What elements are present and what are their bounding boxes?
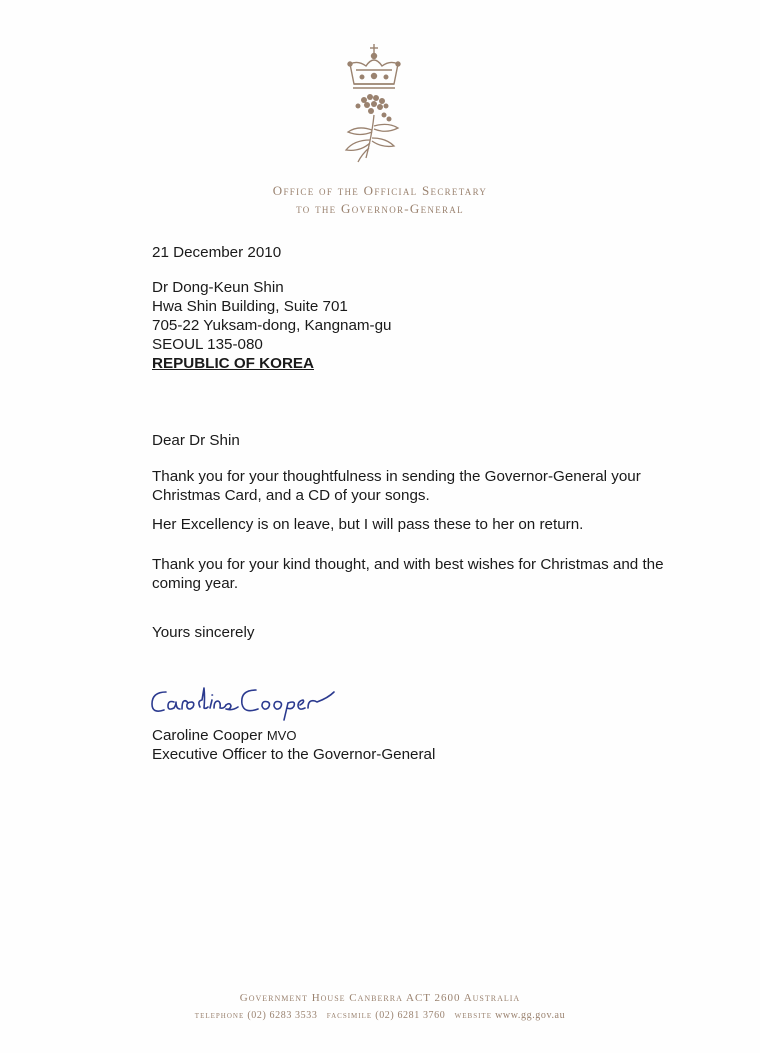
footer-contact — [0, 1010, 760, 1021]
address-line: 705-22 Yuksam-dong, Kangnam-gu — [152, 317, 392, 334]
recipient-address — [152, 278, 392, 373]
signer-postnominal: MVO — [266, 728, 297, 743]
website-url: www.gg.gov.au — [495, 1010, 566, 1021]
website-label: website — [454, 1010, 492, 1021]
salutation: Dear Dr Shin — [152, 432, 240, 449]
facsimile-label: facsimile — [326, 1010, 373, 1021]
telephone-number: (02) 6283 3533 — [247, 1010, 318, 1021]
handwritten-signature — [148, 678, 358, 722]
telephone-label: telephone — [194, 1010, 245, 1021]
paragraph: Thank you for your thoughtfulness in sending the Governor-General your Christmas Card, and a CD of your songs. — [152, 468, 641, 504]
address-country: REPUBLIC OF KOREA — [152, 355, 315, 372]
signer-title: Executive Officer to the Governor-General — [152, 746, 436, 763]
letterhead-office-line-1: Office of the Official Secretary — [272, 183, 488, 198]
address-line: SEOUL 135-080 — [152, 336, 263, 353]
address-line: Dr Dong-Keun Shin — [152, 279, 284, 296]
paragraph: Her Excellency is on leave, but I will pass these to her on return. — [152, 516, 584, 533]
crown-and-wattle-crest-icon — [336, 40, 412, 165]
facsimile-number: (02) 6281 3760 — [375, 1010, 446, 1021]
closing: Yours sincerely — [152, 624, 255, 641]
letterhead-office-line-2: to the Governor-General — [296, 201, 464, 216]
address-line: Hwa Shin Building, Suite 701 — [152, 298, 348, 315]
paragraph: Thank you for your kind thought, and with best wishes for Christmas and the coming year. — [152, 556, 664, 592]
footer-address: Government House Canberra ACT 2600 Australia — [239, 992, 521, 1004]
signature-block — [152, 726, 435, 764]
letter-date: 21 December 2010 — [152, 244, 282, 261]
signer-name: Caroline Cooper — [152, 727, 263, 744]
